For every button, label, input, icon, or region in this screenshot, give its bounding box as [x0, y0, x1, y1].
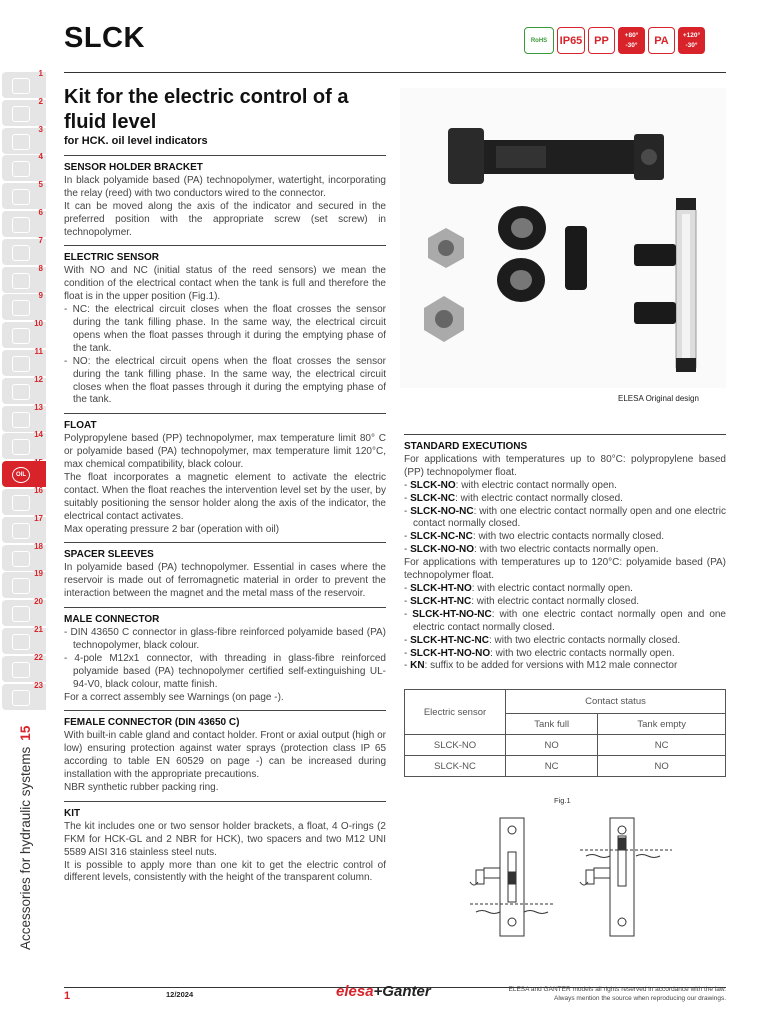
section-icon — [12, 161, 30, 177]
execution-code: SLCK-NO-NC — [410, 505, 474, 517]
execution-item: - SLCK-HT-NO-NO: with two electric contacts normally open. — [404, 647, 675, 659]
execution-desc: : with one electric contact normally open and one electric contact normally closed. — [413, 608, 726, 633]
sidebar-tab-number: 16 — [34, 486, 43, 495]
sidebar-tab-11[interactable] — [2, 347, 46, 376]
sidebar-tab-23[interactable] — [2, 680, 46, 710]
sidebar-tab-8[interactable] — [2, 263, 46, 293]
sidebar-tab-number: 1 — [38, 69, 43, 78]
sidebar-tab-12[interactable] — [2, 374, 46, 404]
sidebar-tab-number: 17 — [34, 513, 43, 523]
pp-temp-badge — [618, 27, 645, 54]
execution-item: - SLCK-HT-NC: with electric contact normally closed. — [404, 595, 640, 607]
table-row — [405, 735, 726, 756]
execution-code: SLCK-HT-NO-NC — [412, 608, 492, 620]
section-icon — [12, 356, 30, 372]
execution-code: SLCK-HT-NC-NC — [410, 634, 489, 646]
table-header: Electric sensor — [405, 690, 506, 735]
left-column — [64, 155, 386, 885]
page-number: 1 — [64, 990, 71, 1002]
section-heading: ELECTRIC SENSOR — [64, 245, 386, 265]
sidebar-tab-10[interactable] — [2, 319, 46, 348]
execution-desc: : with one electric contact normally open and one electric contact normally closed. — [413, 505, 727, 530]
pp-temp-min: -30° — [625, 41, 638, 49]
copyright-notice — [460, 986, 726, 1003]
paragraph: In polyamide based (PA) technopolymer. Essential in cases where the reservoir is made out of ferromagnetic material in order to prevent the interaction between the magnet and the metal mass of the reservoir. — [64, 562, 386, 600]
paragraph: Max operating pressure 2 bar (operation with oil) — [64, 523, 280, 535]
sidebar-tab-number: 2 — [38, 96, 43, 106]
sidebar-tab-15[interactable] — [2, 458, 46, 487]
paragraph: It can be moved along the axis of the indicator and secured in the preferred position with the appropriate screw (set screw) in technopolymer. — [64, 200, 386, 238]
product-photo — [400, 88, 726, 388]
section-icon — [12, 412, 30, 428]
table-row — [405, 756, 726, 777]
paragraph: In black polyamide based (PA) technopolymer, watertight, incorporating the relay (reed) with two conductors wired to the connector. — [64, 174, 386, 199]
table-cell: NO — [598, 756, 726, 777]
sidebar-tab-21[interactable] — [2, 625, 46, 654]
section-icon — [12, 328, 30, 344]
table-subheader: Tank empty — [598, 714, 726, 735]
list-item: - NO: the electrical circuit opens when the float crosses the sensor during the tank filling phase. In the same way, the electrical circuit closes when the float passes through it during the emptying phase of the tank. — [64, 355, 386, 406]
sidebar-tab-6[interactable] — [2, 208, 46, 237]
page-subtitle: for HCK. oil level indicators — [64, 135, 208, 147]
list-item: - NC: the electrical circuit closes when the float crosses the sensor during the tank filling phase. In the same way, the electrical circuit opens when the float passes through it during the emptying phase of the tank. — [64, 304, 386, 354]
execution-code: SLCK-HT-NO-NO — [410, 647, 491, 659]
section-title-text: Accessories for hydraulic systems — [18, 746, 33, 950]
section-icon — [12, 551, 30, 567]
section-heading: FLOAT — [64, 413, 386, 433]
section-icon — [12, 273, 30, 289]
sidebar-tab-16[interactable] — [2, 486, 46, 515]
table-cell: SLCK-NO — [405, 735, 506, 756]
product-code: SLCK — [64, 22, 145, 54]
section-icon — [12, 606, 30, 622]
sidebar-tab-number: 5 — [38, 180, 43, 190]
photo-caption: ELESA Original design — [618, 394, 699, 403]
section-icon — [12, 523, 30, 539]
execution-code: SLCK-HT-NC — [410, 595, 472, 607]
sidebar-tab-19[interactable] — [2, 569, 46, 598]
execution-desc: : with electric contact normally closed. — [455, 492, 623, 504]
section-icon — [12, 245, 30, 261]
sidebar-tab-5[interactable] — [2, 180, 46, 209]
list-item: - 4-pole M12x1 connector, with threading in glass-fibre reinforced polyamide based (PA) technopolymer certified self-extinguishing UL-94-V0, black colour, matte finish. — [64, 652, 386, 690]
sidebar-tab-22[interactable] — [2, 652, 46, 682]
sidebar-tab-1[interactable] — [2, 69, 46, 98]
paragraph: The float incorporates a magnetic element to activate the electric contact. When the float reaches the intervention level set by the user, by suitably positioning the sensor holder along the axis of the indicator, the electrical contact activates. — [64, 471, 386, 522]
sidebar-tab-7[interactable] — [2, 235, 46, 265]
section-icon — [12, 439, 30, 455]
copyright-line: ELESA and GANTER models all rights reserved in accordance with the law. — [508, 986, 726, 993]
execution-code: SLCK-NO — [410, 479, 456, 491]
list-item: - DIN 43650 C connector in glass-fibre reinforced polyamide based (PA) technopolymer, black colour. — [64, 627, 386, 651]
paragraph: With NO and NC (initial status of the reed sensors) we mean the condition of the electrical contact when the tank is full and therefore the float is in the upper position (Fig.1). — [64, 265, 386, 303]
section-heading: STANDARD EXECUTIONS — [404, 434, 726, 454]
sidebar-tab-18[interactable] — [2, 541, 46, 571]
section-heading: SPACER SLEEVES — [64, 542, 386, 562]
section-icon — [12, 690, 30, 706]
execution-desc: : with two electric contacts normally closed. — [489, 634, 681, 646]
table-cell: NC — [506, 756, 598, 777]
execution-code: SLCK-NO-NO — [410, 544, 474, 556]
table-cell: NC — [598, 735, 726, 756]
section-number: 15 — [18, 725, 33, 741]
sidebar-tab-20[interactable] — [2, 597, 46, 626]
section-icon — [12, 384, 30, 400]
section-icon — [12, 78, 30, 94]
rohs-badge: RoHS — [524, 27, 554, 54]
paragraph: For applications with temperatures up to 120°C: polyamide based (PA) technopolymer float. — [404, 557, 726, 582]
execution-desc: : with two electric contacts normally open. — [490, 647, 675, 659]
executions-list-pp — [404, 480, 726, 557]
paragraph: With built-in cable gland and contact holder. Front or axial output (high or low) ensuring protection against water sprays (protection class IP 65 according to table EN 60529 on page -) can be increased during installation with the appropriate precautions. — [64, 730, 386, 781]
execution-item: - SLCK-NO-NO: with two electric contacts normally open. — [404, 544, 659, 556]
execution-item: - SLCK-NO: with electric contact normally open. — [404, 479, 617, 491]
sidebar-tab-number: 22 — [34, 652, 43, 662]
table-cell: SLCK-NC — [405, 756, 506, 777]
paragraph: Polypropylene based (PP) technopolymer, max temperature limit 80° C or polyamide based (PA) technopolymer, max temperature limit 120°C, max chemical compatibility, black colour. — [64, 433, 386, 471]
sidebar-tab-number: 15 — [34, 458, 43, 468]
execution-item: - SLCK-HT-NC-NC: with two electric contacts normally closed. — [404, 634, 681, 646]
product-photo-drawing — [400, 88, 726, 388]
sidebar-tab-2[interactable] — [2, 96, 46, 126]
pp-badge: PP — [588, 27, 615, 54]
execution-item: - SLCK-NC-NC: with two electric contacts normally closed. — [404, 531, 665, 543]
execution-desc: : with two electric contacts normally closed. — [472, 531, 665, 543]
execution-code: SLCK-NC-NC — [410, 531, 473, 543]
sidebar-tab-number: 12 — [34, 374, 43, 384]
pa-temp-badge — [678, 27, 705, 54]
execution-desc: : with electric contact normally open. — [455, 479, 617, 491]
sidebar-tab-number: 19 — [34, 569, 43, 579]
pa-temp-min: -30° — [685, 41, 698, 49]
contact-status-table — [404, 689, 726, 777]
copyright-line: Always mention the source when reproducing our drawings. — [554, 994, 726, 1002]
pa-badge: PA — [648, 27, 675, 54]
sidebar-tab-number: 18 — [34, 541, 43, 551]
ip65-badge: IP65 — [557, 27, 585, 54]
sidebar-tab-number: 14 — [34, 430, 43, 440]
table-subheader: Tank full — [506, 714, 598, 735]
paragraph: The kit includes one or two sensor holder brackets, a float, 4 O-rings (2 FKM for HCK-GL and 2 NBR for HCK), two spacers and two M12 UNI 5589 AISI 316 stainless steel nuts. — [64, 820, 386, 858]
section-icon — [12, 495, 30, 511]
section-icon — [12, 134, 30, 150]
section-heading: KIT — [64, 801, 386, 821]
section-icon: OIL — [12, 467, 30, 483]
logo-ganter: +Ganter — [373, 983, 431, 1000]
execution-desc: : with two electric contacts normally open. — [474, 544, 659, 556]
pp-temp-max: +80° — [624, 31, 639, 39]
edition-date: 12/2024 — [166, 990, 194, 999]
sidebar-tab-number: 9 — [38, 291, 43, 301]
brand-logo — [336, 983, 431, 1000]
section-heading: FEMALE CONNECTOR (DIN 43650 C) — [64, 710, 386, 730]
logo-elesa: elesa — [336, 983, 374, 1000]
execution-code: KN — [410, 660, 425, 672]
execution-desc: : with electric contact normally open. — [471, 582, 633, 594]
pa-temp-max: +120° — [682, 31, 701, 39]
sidebar-tab-number: 8 — [38, 263, 43, 273]
execution-item: - SLCK-HT-NO-NC: with one electric contact normally open and one electric contact normally closed. — [404, 608, 726, 633]
fig1-diagram — [460, 812, 680, 942]
table-cell: NO — [506, 735, 598, 756]
paragraph: For applications with temperatures up to 80°C: polypropylene based (PP) technopolymer float. — [404, 453, 726, 478]
table-header: Contact status — [506, 690, 726, 714]
sidebar-tab-number: 21 — [34, 625, 43, 634]
section-icon — [12, 189, 30, 205]
figure-label: Fig.1 — [554, 796, 571, 805]
sidebar-tab-number: 6 — [38, 208, 43, 217]
section-heading: MALE CONNECTOR — [64, 607, 386, 627]
executions-list-pa — [404, 583, 726, 673]
section-title — [18, 726, 33, 950]
paragraph: For a correct assembly see Warnings (on page -). — [64, 691, 284, 703]
certification-badges — [524, 27, 705, 54]
sidebar-tab-number: 11 — [34, 347, 43, 356]
sidebar-tab-number: 23 — [34, 680, 43, 690]
execution-desc: : with electric contact normally closed. — [471, 595, 640, 607]
execution-code: SLCK-HT-NO — [410, 582, 472, 594]
section-icon — [12, 217, 30, 233]
sidebar-tab-number: 20 — [34, 597, 43, 607]
right-column — [404, 434, 726, 673]
sidebar-tab-number: 10 — [34, 319, 43, 329]
section-icon — [12, 578, 30, 594]
sidebar-tab-3[interactable] — [2, 124, 46, 154]
sidebar-tab-13[interactable] — [2, 402, 46, 432]
sidebar-tab-4[interactable] — [2, 152, 46, 181]
paragraph: NBR synthetic rubber packing ring. — [64, 781, 219, 793]
sidebar-tab-number: 13 — [34, 402, 43, 412]
page-title: Kit for the electric control of a fluid level — [64, 86, 349, 133]
paragraph: It is possible to apply more than one kit to get the electric control of different levels, consistently with the height of the transparent column. — [64, 859, 386, 884]
section-icon — [12, 300, 30, 316]
section-heading: SENSOR HOLDER BRACKET — [64, 155, 386, 175]
execution-item: - KN: suffix to be added for versions with M12 male connector — [404, 660, 678, 672]
execution-item: - SLCK-NO-NC: with one electric contact normally open and one electric contact normally closed. — [404, 505, 727, 530]
execution-code: SLCK-NC — [410, 492, 456, 504]
sidebar-tab-9[interactable] — [2, 291, 46, 320]
execution-desc: : suffix to be added for versions with M12 male connector — [424, 660, 678, 672]
header-rule — [64, 72, 726, 73]
execution-item: - SLCK-HT-NO: with electric contact normally open. — [404, 582, 633, 594]
sidebar-tab-14[interactable] — [2, 430, 46, 459]
section-icon — [12, 662, 30, 678]
sidebar-tab-number: 7 — [38, 235, 43, 245]
sidebar-tab-number: 3 — [38, 124, 43, 134]
sidebar-tab-17[interactable] — [2, 513, 46, 543]
section-icon — [12, 106, 30, 122]
sidebar-tab-number: 4 — [38, 152, 43, 162]
execution-item: - SLCK-NC: with electric contact normally closed. — [404, 492, 623, 504]
section-icon — [12, 634, 30, 650]
